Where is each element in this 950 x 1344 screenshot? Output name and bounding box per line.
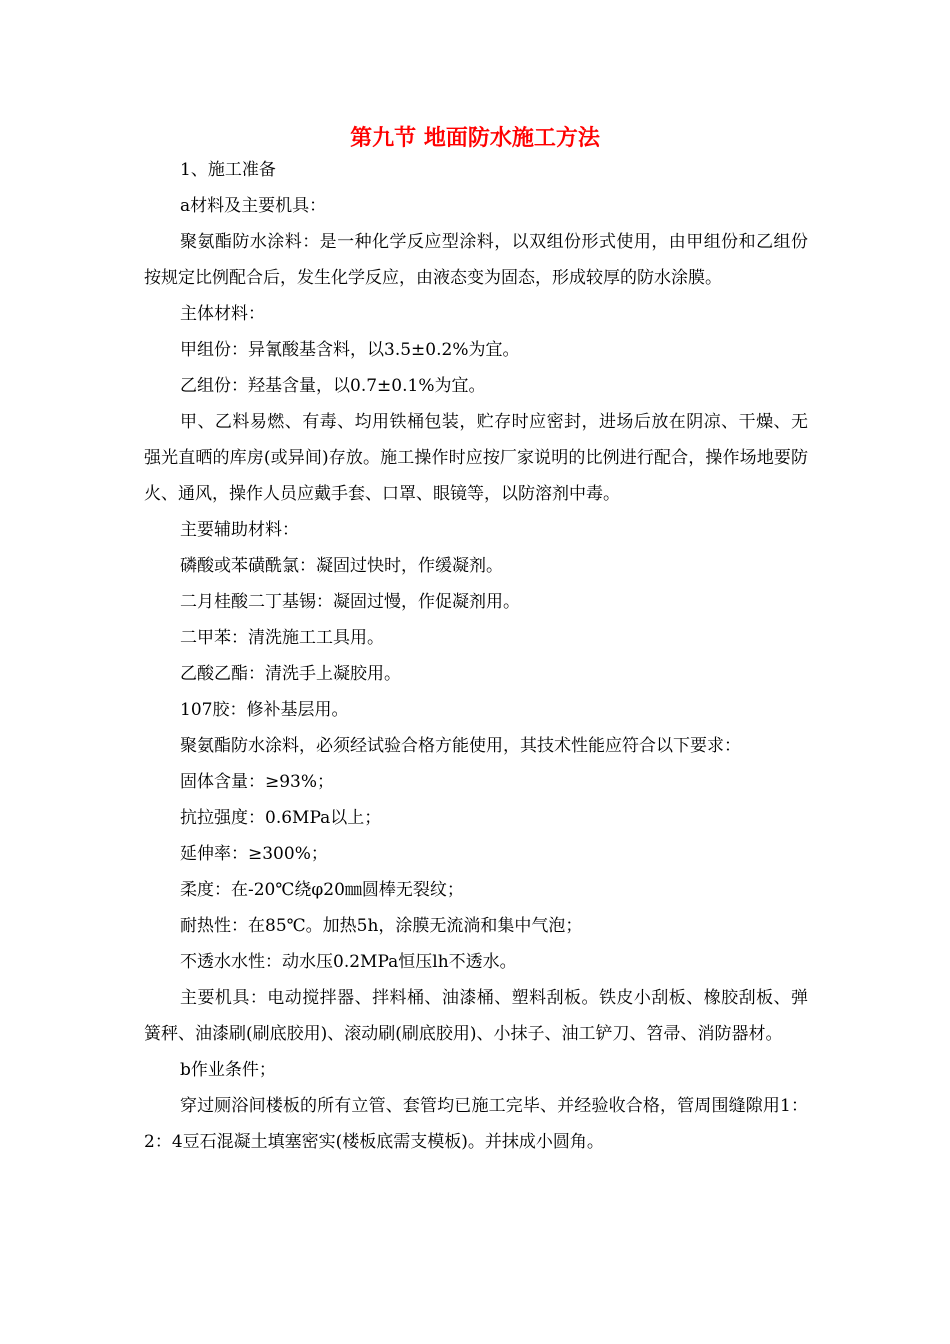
paragraph: 延伸率：≥300%；	[180, 844, 328, 864]
paragraph: 乙酸乙酯：清洗手上凝胶用。	[180, 664, 401, 684]
paragraph: b作业条件；	[180, 1060, 276, 1080]
paragraph: 耐热性：在85℃。加热5h，涂膜无流淌和集中气泡；	[180, 916, 583, 936]
paragraph: 二甲苯：清洗施工工具用。	[180, 628, 384, 648]
paragraph: 不透水水性：动水压0.2MPa恒压lh不透水。	[180, 952, 517, 972]
paragraph: 磷酸或苯磺酰氯：凝固过快时，作缓凝剂。	[180, 556, 503, 576]
paragraph: 主体材料：	[180, 304, 265, 324]
paragraph: 甲组份：异氰酸基含料，以3.5±0.2%为宜。	[180, 340, 520, 360]
paragraph: 107胶：修补基层用。	[180, 700, 349, 720]
paragraph: 柔度：在-20℃绕φ20㎜圆棒无裂纹；	[180, 880, 464, 900]
paragraph: 乙组份：羟基含量，以0.7±0.1%为宜。	[180, 376, 486, 396]
paragraph: 聚氨酯防水涂料：是一种化学反应型涂料，以双组份形式使用，由甲组份和乙组份按规定比例配合后，发生化学反应，由液态变为固态，形成较厚的防水涂膜。	[144, 232, 808, 288]
paragraph: 抗拉强度：0.6MPa以上；	[180, 808, 382, 828]
document-title: 第九节 地面防水施工方法	[350, 125, 600, 151]
paragraph: 主要辅助材料：	[180, 520, 299, 540]
paragraph: a材料及主要机具：	[180, 196, 327, 216]
paragraph: 穿过厕浴间楼板的所有立管、套管均已施工完毕、并经验收合格，管周围缝隙用1：2：4豆石混凝土填塞密实(楼板底需支模板)。并抹成小圆角。	[144, 1096, 808, 1152]
paragraph: 甲、乙料易燃、有毒、均用铁桶包装，贮存时应密封，进场后放在阴凉、干燥、无强光直晒的库房(或异间)存放。施工操作时应按厂家说明的比例进行配合，操作场地要防火、通风，操作人员应戴手套、口罩、眼镜等，以防溶剂中毒。	[144, 412, 808, 504]
paragraph: 1、施工准备	[180, 160, 276, 180]
document-body	[144, 152, 808, 1160]
paragraph: 二月桂酸二丁基锡：凝固过慢，作促凝剂用。	[180, 592, 520, 612]
paragraph: 固体含量：≥93%；	[180, 772, 335, 792]
paragraph: 主要机具：电动搅拌器、拌料桶、油漆桶、塑料刮板。铁皮小刮板、橡胶刮板、弹簧秤、油漆刷(刷底胶用)、滚动刷(刷底胶用)、小抹子、油工铲刀、笤帚、消防器材。	[144, 988, 808, 1044]
paragraph: 聚氨酯防水涂料，必须经试验合格方能使用，其技术性能应符合以下要求：	[180, 736, 741, 756]
